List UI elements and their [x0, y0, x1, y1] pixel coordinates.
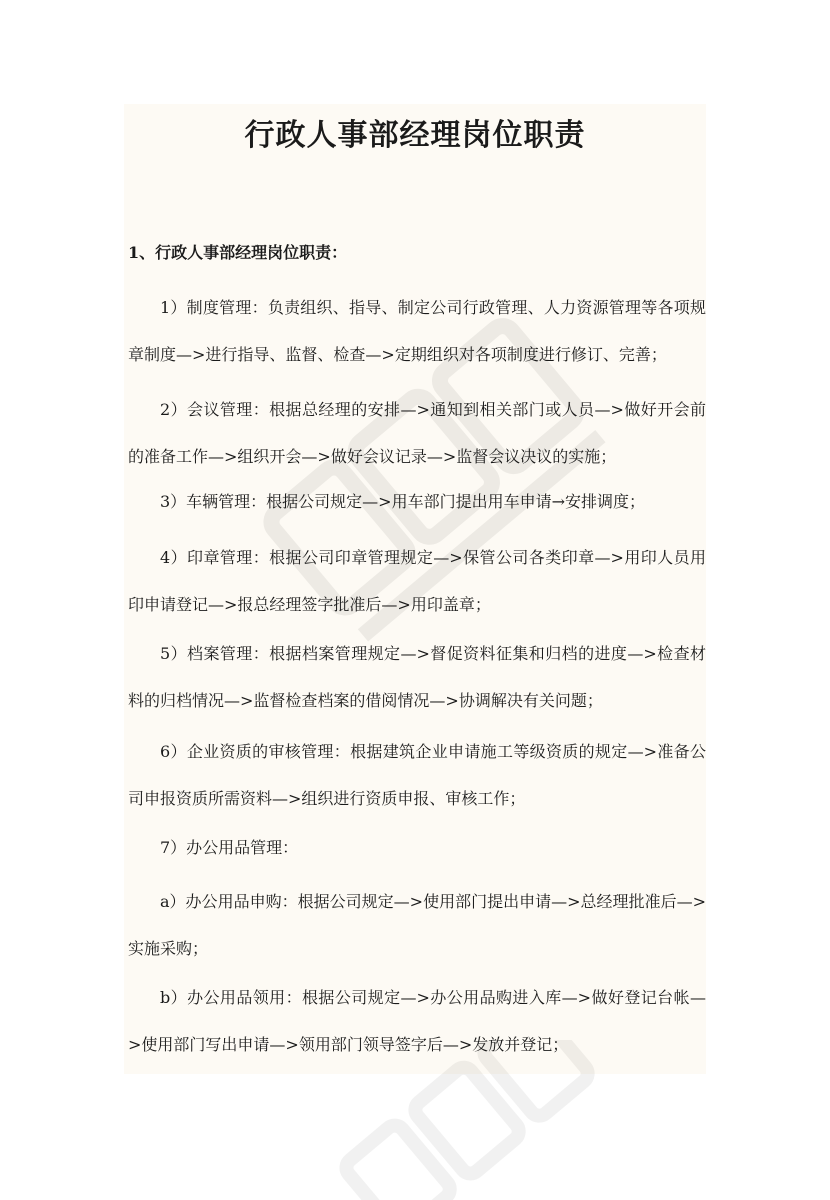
paragraph-office-supplies-collection: b）办公用品领用：根据公司规定—>办公用品购进入库—>做好登记台帐—>使用部门写出申请—>领用部门领导签字后—>发放并登记； [128, 988, 706, 1054]
paragraph-office-supplies-heading: 7）办公用品管理： [160, 838, 299, 857]
paragraph-archive-management: 5）档案管理：根据档案管理规定—>督促资料征集和归档的进度—>检查材料的归档情况—>监督检查档案的借阅情况—>协调解决有关问题； [128, 644, 706, 710]
paragraph-qualification-management: 6）企业资质的审核管理：根据建筑企业申请施工等级资质的规定—>准备公司申报资质所需资料—>组织进行资质申报、审核工作； [128, 742, 706, 808]
paragraph-system-management: 1）制度管理：负责组织、指导、制定公司行政管理、人力资源管理等各项规章制度—>进行指导、监督、检查—>定期组织对各项制度进行修订、完善； [128, 298, 706, 364]
page-title: 行政人事部经理岗位职责 [244, 118, 586, 153]
paragraph-meeting-management: 2）会议管理：根据总经理的安排—>通知到相关部门或人员—>做好开会前的准备工作—>组织开会—>做好会议记录—>监督会议决议的实施； [128, 400, 706, 466]
paragraph-office-supplies-purchase: a）办公用品申购：根据公司规定—>使用部门提出申请—>总经理批准后—>实施采购； [128, 892, 706, 958]
paragraph-seal-management: 4）印章管理：根据公司印章管理规定—>保管公司各类印章—>用印人员用印申请登记—>报总经理签字批准后—>用印盖章； [128, 548, 706, 614]
paragraph-vehicle-management: 3）车辆管理：根据公司规定—>用车部门提出用车申请→安排调度； [160, 492, 645, 511]
section-heading: 1、行政人事部经理岗位职责： [128, 243, 348, 262]
